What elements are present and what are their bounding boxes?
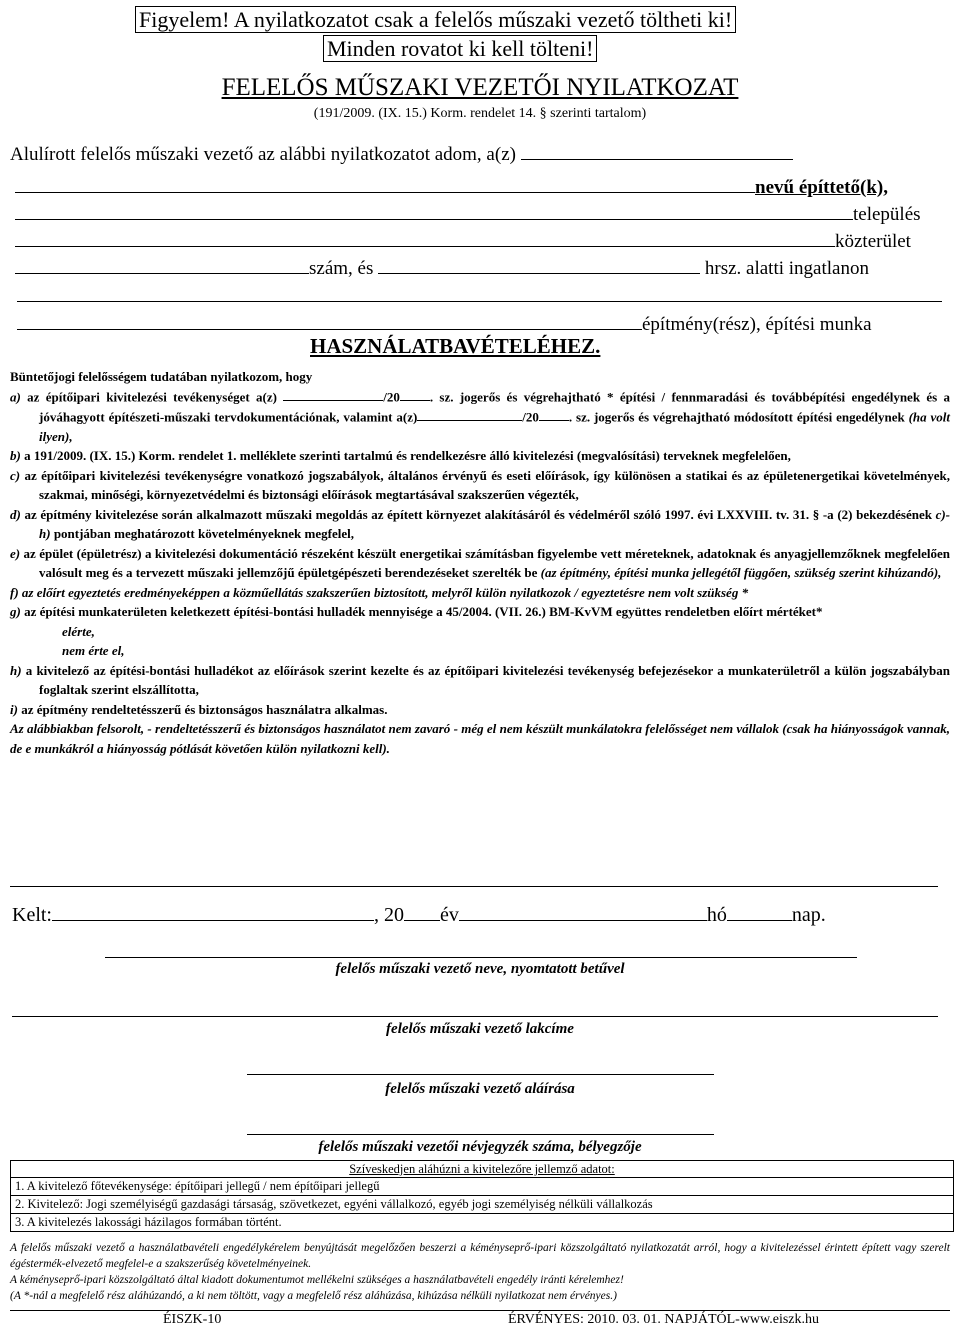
footer-code: ÉISZK-10 [163,1312,222,1327]
blank-year[interactable] [404,899,440,921]
blank-month[interactable] [459,899,707,921]
kelt-label: Kelt: [12,904,52,926]
declaration-block [10,367,950,758]
item-g-option-not-reached[interactable]: nem érte el, [62,643,125,659]
footer-divider [10,1310,950,1311]
footer-validity: ÉRVÉNYES: 2010. 03. 01. NAPJÁTÓL-www.eiszk.hu [508,1312,820,1327]
blank-settlement[interactable] [15,199,853,220]
intro-line [10,139,793,166]
item-g: g) az építési munkaterületen keletkezett építési-bontási hulladék mennyisége a 45/2004. (VII. 26.) BM-KvVM együttes rendeletben előírt mértéket* [10,604,823,620]
blank-signature-line[interactable] [247,1074,714,1075]
hrsz-label: hrsz. alatti ingatlanon [704,257,869,279]
item-i: i) az építmény rendeltetésszerű és biztonságos használatra alkalmas. [10,701,388,717]
blank-builder-start[interactable] [521,139,793,160]
blank-place[interactable] [52,899,374,921]
work-label: építmény(rész), építési munka [642,313,872,335]
settlement-label: település [853,203,921,225]
warning-line-1: Figyelem! A nyilatkozatot csak a felelős műszaki vezető töltheti ki! [135,6,736,33]
closing-statement: Az alábbiakban felsorolt, - rendeltetésszerű és biztonságos használatot nem zavaró - még el nem készült munkálatokra felelősséget nem vállalok (csak ha hiányosságok vannak, de e munkákról a hiányosság pótlását követően külön nyilatkozni kell). [10,721,950,756]
street-line [15,226,911,253]
builder-label: nevű építtető(k), [755,176,888,198]
blank-builder-name[interactable] [15,172,755,193]
street-label: közterület [835,230,911,252]
item-b: b) a 191/2009. (IX. 15.) Korm. rendelet 1. melléklete szerinti tartalmú és rendelkezésre álló kivitelezési (megvalósítási) terveknek megfelelően, [10,448,791,464]
warning-line-2: Minden rovatot ki kell tölteni! [323,35,597,62]
contractor-item-3[interactable]: 3. A kivitelezés lakossági házilagos formában történt. [15,1215,282,1229]
notes-block [10,1240,950,1304]
blank-name-line[interactable] [105,957,857,958]
blank-permit-number-2[interactable] [417,407,522,422]
item-e: e) az épület (épületrész) a kivitelezési dokumentáció részeként készült energetikai számításban figyelembe vett méreteknek, adatoknak és anyagjellemzőknek megfelelően valósult meg és a tervezett műszaki jellemzőjű épületgépészeti berendezéseket szerelték be (az építmény, építési munka jellegétől függően, szükség szerint kihúzandó), [10,545,951,581]
usage-heading: HASZNÁLATBAVÉTELÉHEZ. [310,334,601,358]
item-g-option-reached[interactable]: elérte, [62,623,95,639]
settlement-line [15,199,921,226]
item-a: a) az építőipari kivitelezési tevékenységet a(z) /20 . sz. jogerős és végrehajtható * építési / fennmaradási és továbbépítési engedélynek és a jóváhagyott építészeti-műszaki tervdokumentációnak, valamint a(z) /20 . sz. jogerős és végrehajtható módosított építési engedélynek (ha volt ilyen), [10,387,950,447]
blank-permit-year-2[interactable] [539,407,569,422]
item-d: d) az építmény kivitelezése során alkalmazott műszaki megoldás az épített környezet alakításáról és védelméről szóló 1997. évi LXXVIII. tv. 31. § -a (2) bekezdésének c)-h) pontjában meghatározott követelményeknek megfelel, [10,506,951,542]
date-line [12,899,826,927]
contractor-table [10,1160,954,1232]
intro-text: Alulírott felelős műszaki vezető az alábbi nyilatkozatot adom, a(z) [10,143,516,165]
declaration-lead: Büntetőjogi felelősségem tudatában nyilatkozom, hogy [10,369,313,384]
page-subtitle: (191/2009. (IX. 15.) Korm. rendelet 14. § szerinti tartalom) [313,106,647,121]
year-label: év [440,904,459,926]
page-title: FELELŐS MŰSZAKI VEZETŐI NYILATKOZAT [221,74,739,101]
day-label: nap. [791,904,826,926]
note-chimney-statement: A felelős műszaki vezető a használatbavételi engedélykérelem benyújtását megelőzően beszerzi a kéményseprő-ipari közszolgáltató nyilatkozatát arról, hogy a kivitelezéssel érintett épített vagy szerelt égéstermék-elvezető megfelel-e a szakszerűség követelményeinek. [10,1242,950,1270]
contractor-item-1[interactable]: 1. A kivitelező főtevékenysége: építőipari jellegű / nem építőipari jellegű [11,1178,953,1196]
blank-permit-year-1[interactable] [400,387,430,402]
blank-unfinished-works[interactable] [10,886,938,887]
blank-hrsz[interactable] [378,253,700,274]
blank-house-number[interactable] [15,253,309,274]
signature-caption: felelős műszaki vezető aláírása [385,1081,575,1097]
registry-number-caption: felelős műszaki vezetői névjegyzék száma, bélyegzője [318,1139,642,1155]
note-attachment: A kéményseprő-ipari közszolgáltató által kiadott dokumentumot mellékelni szükséges a használatbavételi engedély iránti kérelemhez! [10,1274,624,1286]
month-label: hó [706,904,727,926]
signature-address-caption: felelős műszaki vezető lakcíme [386,1021,574,1037]
blank-construction-work[interactable] [17,309,642,330]
item-h: h) a kivitelező az építési-bontási hulladékot az előírások szerint kezelte és az építőipari kivitelezési tevékenység befejezésekor a munkaterületről a külön jogszabályban foglaltak szerint elszállította, [10,662,951,698]
note-asterisk: (A *-nál a megfelelő rész aláhúzandó, a ki nem töltött, vagy a megfelelő rész aláhúzása, kihúzása nélküli nyilatkozat nem érvényes.) [10,1290,617,1302]
builder-line [15,172,888,199]
blank-day[interactable] [727,899,792,921]
number-label: szám, és [309,257,374,279]
blank-address-line[interactable] [12,1016,938,1017]
blank-property-line[interactable] [17,301,942,302]
blank-stamp-line[interactable] [247,1134,714,1135]
number-line [15,253,869,280]
work-line [17,309,872,336]
item-c: c) az építőipari kivitelezési tevékenységre vonatkozó jogszabályok, általános érvényű és eseti előírások, így különösen a statikai és az épületenergetikai követelmények, szakmai, minőségi, környezetvédelmi és biztonsági előírások megtartásával szakszerűen végezték, [10,467,951,503]
blank-permit-number-1[interactable] [283,387,383,402]
contractor-item-2[interactable]: 2. Kivitelező: Jogi személyiségű gazdasági társaság, szövetkezet, egyéni vállalkozó, egyéb jogi személyiség nélküli vállalkozás [11,1196,953,1214]
contractor-heading: Szíveskedjen aláhúzni a kivitelezőre jellemző adatot: [11,1161,953,1178]
signature-name-caption: felelős műszaki vezető neve, nyomtatott betűvel [335,961,625,977]
year-prefix: , 20 [374,904,404,926]
item-f: f) az előírt egyeztetés eredményeképpen a közműellátás szakszerűen biztosított, melyről külön nyilatkozok / egyeztetésre nem volt szükség * [10,584,749,600]
blank-street[interactable] [15,226,835,247]
